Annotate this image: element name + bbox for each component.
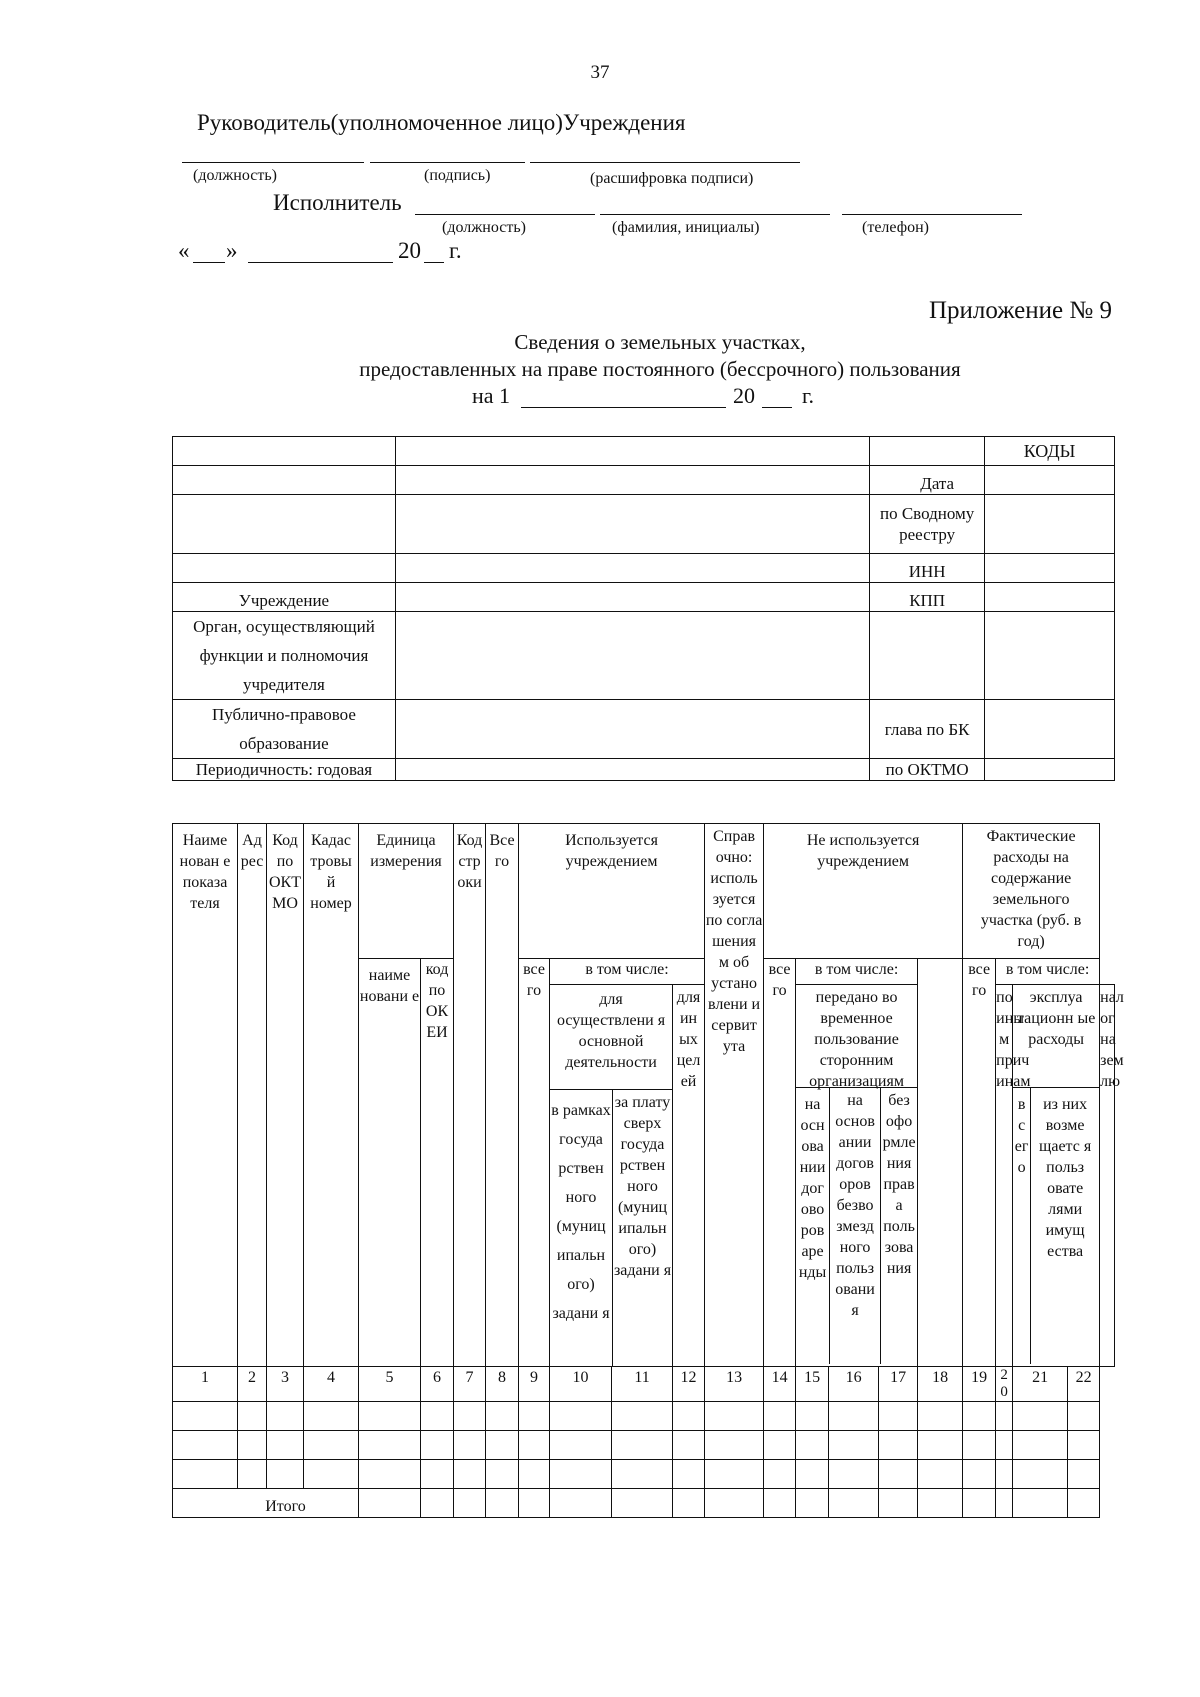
data-cell[interactable]: [963, 1489, 996, 1518]
data-cell[interactable]: [519, 1402, 550, 1431]
not-used-total-header: все го: [764, 959, 796, 1367]
date-open-quote: «: [178, 238, 190, 263]
data-cell[interactable]: [996, 1431, 1013, 1460]
col-num: 17: [879, 1367, 918, 1402]
position-label: (должность): [193, 167, 277, 184]
data-cell[interactable]: [1068, 1402, 1100, 1431]
institution-value-cell[interactable]: [395, 583, 869, 612]
appendix-label: Приложение № 9: [928, 297, 1112, 324]
date-month-line: [248, 262, 393, 263]
executor-label: Исполнитель: [273, 190, 402, 215]
data-cell[interactable]: [996, 1402, 1013, 1431]
over-task-header: за плату сверх госуда рствен ного (муниц ипальн ого) задани я: [613, 1094, 672, 1279]
land-tax-header: нал ог на зем лю: [1100, 985, 1115, 1367]
operating-expenses-header: [1013, 985, 1100, 1367]
date-year-prefix: 20: [398, 238, 421, 263]
data-cell[interactable]: [1068, 1489, 1100, 1518]
data-cell[interactable]: [421, 1460, 454, 1489]
data-cell[interactable]: [454, 1460, 486, 1489]
data-cell[interactable]: [421, 1489, 454, 1518]
data-cell[interactable]: [796, 1431, 829, 1460]
no-docs-header: без офо рмле ния прав а поль зова ния: [882, 1092, 916, 1277]
position-line: [182, 162, 364, 163]
column-numbers-row: [173, 1367, 1115, 1402]
easement-header: Справ очно: исполь зуется по согла шения м об устано влени и сервит ута: [705, 824, 764, 1367]
data-cell[interactable]: [829, 1431, 879, 1460]
heading-line-2: предоставленных на праве постоянного (бессрочного) пользования: [359, 357, 961, 381]
reimbursed-header: из них возме щаетс я польз овате лями имущ ества: [1039, 1096, 1092, 1260]
data-cell[interactable]: [486, 1460, 519, 1489]
data-cell[interactable]: [1013, 1431, 1068, 1460]
data-cell[interactable]: [1013, 1402, 1068, 1431]
periodicity-label: Периодичность: годовая: [173, 759, 396, 781]
col-num: 22: [1068, 1367, 1100, 1402]
data-cell[interactable]: [454, 1402, 486, 1431]
data-cell[interactable]: [238, 1460, 267, 1489]
data-cell[interactable]: [550, 1402, 612, 1431]
data-cell[interactable]: [486, 1431, 519, 1460]
registry-label: по Сводному реестру: [870, 495, 985, 554]
founder-code-cell[interactable]: [985, 612, 1115, 700]
col-num: 2: [238, 1367, 267, 1402]
col-num: 14: [764, 1367, 796, 1402]
institution-label: Учреждение: [173, 583, 396, 612]
data-cell[interactable]: [705, 1460, 764, 1489]
bk-chapter-label: глава по БК: [870, 700, 985, 759]
total-row: [173, 1489, 1115, 1518]
date-day-line: [193, 262, 225, 263]
not-used-including-header: в том числе:: [796, 959, 918, 985]
data-cell[interactable]: [454, 1489, 486, 1518]
founder-label: Орган, осуществляющий функции и полномочия учредителя: [173, 612, 396, 700]
data-cell[interactable]: [550, 1460, 612, 1489]
data-cell[interactable]: [673, 1489, 705, 1518]
used-total-header: все го: [519, 959, 550, 1367]
oktmo-label: по ОКТМО: [870, 759, 985, 781]
data-cell[interactable]: [829, 1460, 879, 1489]
total-header: Все го: [486, 824, 519, 1367]
date-label: Дата: [870, 466, 985, 495]
total-label: Итого: [173, 1489, 359, 1518]
data-cell[interactable]: [673, 1431, 705, 1460]
address-header: Ад рес: [238, 824, 267, 1367]
data-cell[interactable]: [879, 1489, 918, 1518]
transferred-header: [796, 985, 918, 1367]
data-cell[interactable]: [421, 1402, 454, 1431]
cell: [173, 495, 396, 554]
page-number: 37: [590, 62, 610, 83]
data-cell[interactable]: [996, 1460, 1013, 1489]
data-cell[interactable]: [879, 1431, 918, 1460]
data-cell[interactable]: [267, 1460, 304, 1489]
heading-year-suffix: г.: [802, 383, 815, 408]
data-cell[interactable]: [829, 1402, 879, 1431]
data-cell[interactable]: [764, 1431, 796, 1460]
data-cell[interactable]: [519, 1489, 550, 1518]
data-cell[interactable]: [673, 1402, 705, 1431]
public-entity-value-cell[interactable]: [395, 700, 869, 759]
data-cell[interactable]: [612, 1402, 673, 1431]
cell: [870, 612, 985, 700]
unit-header: Единица измерения: [359, 824, 454, 959]
signature-label: (подпись): [424, 167, 491, 184]
cell: [173, 466, 396, 495]
cell: [395, 466, 869, 495]
col-num: 7: [454, 1367, 486, 1402]
col-num: 10: [550, 1367, 612, 1402]
operating-total-header: в с ег о: [1013, 1088, 1031, 1364]
data-cell[interactable]: [359, 1431, 421, 1460]
data-cell[interactable]: [918, 1402, 963, 1431]
data-cell[interactable]: [764, 1489, 796, 1518]
data-cell[interactable]: [879, 1402, 918, 1431]
codes-table: [172, 436, 1115, 781]
oktmo-code-cell[interactable]: [985, 759, 1115, 781]
executor-phone-line: [842, 214, 1022, 215]
row-code-header: Код стр оки: [454, 824, 486, 1367]
col-num: 8: [486, 1367, 519, 1402]
data-cell[interactable]: [796, 1460, 829, 1489]
col-num: 16: [829, 1367, 879, 1402]
data-cell[interactable]: [304, 1402, 359, 1431]
main-activity-label: для осуществлени я основной деятельности: [550, 985, 672, 1090]
main-activity-header: [550, 985, 673, 1367]
codes-header: КОДЫ: [985, 437, 1115, 466]
data-cell[interactable]: [879, 1460, 918, 1489]
lease-header: на осн ова нии дог ово ров аре нды: [796, 1088, 830, 1364]
data-cell[interactable]: [705, 1402, 764, 1431]
expenses-including-header: в том числе:: [996, 959, 1100, 985]
name-header: Наиме нован е показа теля: [173, 824, 238, 1367]
col-num: 19: [963, 1367, 996, 1402]
table-row: [173, 1460, 1115, 1489]
unit-name-header: наиме новани е: [359, 959, 421, 1367]
data-cell[interactable]: [454, 1431, 486, 1460]
data-cell[interactable]: [612, 1431, 673, 1460]
executor-name-line: [600, 214, 830, 215]
data-cell[interactable]: [918, 1431, 963, 1460]
decoding-line: [530, 162, 800, 163]
data-cell[interactable]: [963, 1431, 996, 1460]
unit-code-header: код по ОК ЕИ: [421, 959, 454, 1367]
data-cell[interactable]: [963, 1460, 996, 1489]
date-close-quote: »: [226, 238, 238, 263]
heading-line-1: Сведения о земельных участках,: [514, 330, 806, 354]
executor-phone-label: (телефон): [862, 219, 929, 236]
data-cell[interactable]: [1013, 1489, 1068, 1518]
data-cell[interactable]: [304, 1460, 359, 1489]
col-num: 4: [304, 1367, 359, 1402]
data-cell[interactable]: [764, 1402, 796, 1431]
data-cell[interactable]: [1013, 1460, 1068, 1489]
cell: [395, 495, 869, 554]
col-num: 3: [267, 1367, 304, 1402]
data-cell[interactable]: [421, 1431, 454, 1460]
table-row: [173, 1402, 1115, 1431]
transferred-label: передано во временное пользование сторонним организациям: [796, 985, 917, 1088]
public-entity-label: Публично-правовое образование: [173, 700, 396, 759]
data-cell[interactable]: [550, 1431, 612, 1460]
heading-year-line: [762, 407, 792, 408]
bk-chapter-code-cell[interactable]: [985, 700, 1115, 759]
expenses-total-header: все го: [963, 959, 996, 1367]
date-year-line: [424, 262, 444, 263]
within-task-header: в рамках госуда рствен ного (муниц ипальн ого) задани я: [550, 1090, 613, 1366]
data-cell[interactable]: [304, 1431, 359, 1460]
used-including-header: в том числе:: [550, 959, 705, 985]
cell: [173, 554, 396, 583]
signature-line: [370, 162, 525, 163]
data-cell[interactable]: [996, 1489, 1013, 1518]
data-cell[interactable]: [796, 1489, 829, 1518]
land-plots-table: [172, 823, 1124, 1518]
data-cell[interactable]: [267, 1431, 304, 1460]
col-num: 21: [1013, 1367, 1068, 1402]
registry-code-cell[interactable]: [985, 495, 1115, 554]
inn-code-cell[interactable]: [985, 554, 1115, 583]
col-num: 11: [612, 1367, 673, 1402]
data-cell[interactable]: [963, 1402, 996, 1431]
data-cell[interactable]: [764, 1460, 796, 1489]
used-header: Используется учреждением: [519, 824, 705, 959]
cadastral-header: Кадас тровы й номер: [304, 824, 359, 1367]
data-cell[interactable]: [238, 1402, 267, 1431]
data-cell[interactable]: [359, 1460, 421, 1489]
data-cell[interactable]: [486, 1402, 519, 1431]
data-cell[interactable]: [796, 1402, 829, 1431]
cell: [395, 437, 869, 466]
other-purposes-header: для ин ых цел ей: [673, 985, 705, 1367]
data-cell[interactable]: [705, 1431, 764, 1460]
table-row: [173, 1431, 1115, 1460]
col-num: 6: [421, 1367, 454, 1402]
heading-year-prefix: 20: [733, 383, 755, 408]
data-cell[interactable]: [359, 1489, 421, 1518]
data-cell[interactable]: [486, 1489, 519, 1518]
data-cell[interactable]: [519, 1431, 550, 1460]
executor-position-line: [415, 214, 595, 215]
data-cell[interactable]: [1068, 1431, 1100, 1460]
data-cell[interactable]: [1068, 1460, 1100, 1489]
data-cell[interactable]: [612, 1460, 673, 1489]
heading-date-line: [521, 407, 726, 408]
executor-name-label: (фамилия, инициалы): [612, 219, 760, 236]
data-cell[interactable]: [267, 1402, 304, 1431]
founder-value-cell[interactable]: [395, 612, 869, 700]
date-year-suffix: г.: [449, 238, 462, 263]
heading-date-prefix: на 1: [472, 383, 511, 408]
col-num: 12: [673, 1367, 705, 1402]
data-cell[interactable]: [829, 1489, 879, 1518]
data-cell[interactable]: [173, 1402, 238, 1431]
cell: [395, 554, 869, 583]
expenses-header: Фактические расходы на содержание земельного участка (руб. в год): [963, 824, 1100, 959]
decoding-label: (расшифровка подписи): [590, 170, 754, 187]
date-code-cell[interactable]: [985, 466, 1115, 495]
data-cell[interactable]: [705, 1489, 764, 1518]
data-cell[interactable]: [173, 1431, 238, 1460]
periodicity-value-cell: [395, 759, 869, 781]
data-cell[interactable]: [519, 1460, 550, 1489]
data-cell[interactable]: [673, 1460, 705, 1489]
col-num: 5: [359, 1367, 421, 1402]
kpp-code-cell[interactable]: [985, 583, 1115, 612]
col-num: 18: [918, 1367, 963, 1402]
data-cell[interactable]: [173, 1460, 238, 1489]
col-num: 1: [173, 1367, 238, 1402]
inn-label: ИНН: [870, 554, 985, 583]
data-cell[interactable]: [612, 1489, 673, 1518]
data-cell[interactable]: [359, 1402, 421, 1431]
free-use-header: на основ ании догов оров безво змезд ного польз овани я: [830, 1088, 881, 1364]
data-cell[interactable]: [550, 1489, 612, 1518]
data-cell[interactable]: [918, 1489, 963, 1518]
col-num: 9: [519, 1367, 550, 1402]
cell: [173, 437, 396, 466]
executor-position-label: (должность): [442, 219, 526, 236]
signature-title: Руководитель(уполномоченное лицо)Учреждения: [197, 110, 686, 135]
kpp-label: КПП: [870, 583, 985, 612]
not-used-other-reasons-placeholder: [918, 959, 963, 1367]
col-num: 15: [796, 1367, 829, 1402]
not-used-header: Не используется учреждением: [764, 824, 963, 959]
other-reasons-header: по ины м прич инам: [996, 985, 1013, 1367]
data-cell[interactable]: [918, 1460, 963, 1489]
data-cell[interactable]: [238, 1431, 267, 1460]
cell: [870, 437, 985, 466]
oktmo-header: Код по ОКТ МО: [267, 824, 304, 1367]
col-num: 13: [705, 1367, 764, 1402]
operating-expenses-label: эксплуа тационн ые расходы: [1013, 985, 1099, 1088]
col-num: 2 0: [996, 1367, 1013, 1402]
